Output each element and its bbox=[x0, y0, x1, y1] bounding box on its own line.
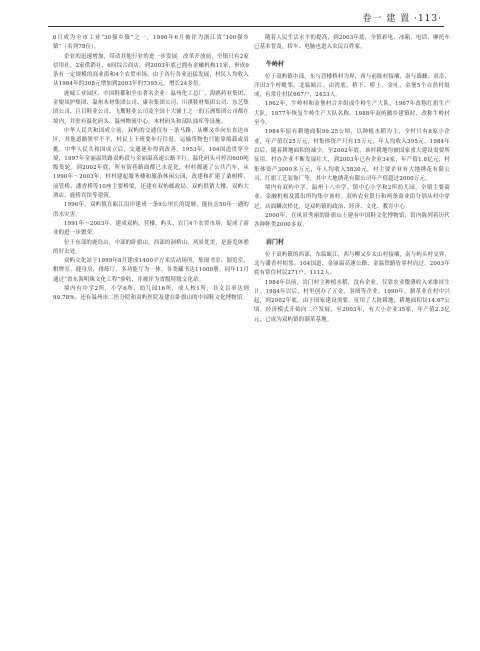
paragraph: 双屿文化站于1999年8月建成1400平方米活动场所，集图书室、阅览室、棋牌室、健身房、排练厅、多功能厅为一体，各类藏书达11000册。同年11月通过“省东海明珠文化工程”验收，并被评为省级特级文化站。 bbox=[53, 258, 249, 283]
paragraph: 位于双屿镇中部，东与营楼桥村为界，西与前陈村接壤，南与墙蜂、双岙、洋田3个村毗邻，北临瓯江。由湾底、桥下、桥上、金吐、金堡5个自然村组成，有常住村民667户，2433人。 bbox=[254, 73, 450, 99]
paragraph: 1984年原有耕地面积99.25公顷，以种植水稻为主，全村只有8家小企业，年产值仅25万元，村集体资产只有15万元，年人均收入395元。1984年以后，随着耕地面积的减少，至2002年底，该村耕地均被国家重大建设需要所征用。村办企业不断发展壮大，到2003年已有企业34家，年产值1.8亿元，村集体资产3000多万元，年人均收入5830元，村主要企业有大地绣花有限公司、红旗工艺装饰厂等，其中大地绣花有限公司年产值超过2000万元。 bbox=[254, 129, 450, 182]
paragraph: 中华人民共和国成立前，双屿的交通仅有一条马路，从柳又乡向东直达市区，其他道路狭窄不平，村民上下班要步行往返，运输货物也只能靠船载或肩挑。中华人民共和国成立后，交通逐步得到改善。1953年，104国道贯穿全境，1997年金丽温铁路双屿段与金丽温高速公路平行。温化码头可停泊600吨级货轮。到2002年底，所有街巷路面都已水泥化，村村都通了公共汽车，从1990年～2003年，村村建起服务楼和旅游休闲公园，改建和扩建了桑树桥、前管桥、潘香桥等10座主要桥梁，还建有双屿邮政局、双屿供销大楼、双屿大酒店、鹿桥宾馆等建筑。 bbox=[53, 127, 249, 200]
header-rule bbox=[48, 26, 444, 27]
paragraph: 境内有中学2所，小学6所，幼儿园16所，成人校1所，非文盲率达到99.78%。还有温州市二医分院和双屿医院及建在卧旗山的中国鞋文化博物馆。 bbox=[53, 286, 249, 302]
section-heading-niuling: 牛岭村 bbox=[266, 60, 285, 68]
paragraph: 1984年以前，岩门村主种植水稻，没有企业，仅靠农业微薄收入来维持生计。1984年以后，村里创办了五金、羽绒等企业。1990年，制革业在村中兴起，到2002年底，由于国家建设需要，征用了大批耕地，耕地面积仅14.67公顷。经济模式开始向二产发展，至2003年，有大小企业35家，年产值2.3亿元，已成为双屿镇的制革基地。 bbox=[254, 279, 450, 323]
paragraph: 企业的迅速增加，带动其他行业的进一步发展。改革开放前，全镇只有2家信用社，2家供销社，6间综合商店。到2003年底已拥有金融机构11家，形成9条有一定规模的商业街和4个农贸市场。由于各行各业迅猛发展，村民人均收入从1984年的308元增加到2003年的7395元，增长24多倍。 bbox=[53, 53, 249, 88]
paragraph: 位于东部的鹿岛山，中部的卧旗山，西部的洞桥山，风景优美，是游览休憩的好去处。 bbox=[53, 239, 249, 255]
paragraph: 随着人民生活水平的提高，到2003年底，全镇彩电、冰箱、电话、摩托车已基本普及，轿车、电脑也进入农民百姓家。 bbox=[254, 35, 450, 51]
paragraph: 境内有双屿中学、温州十八中学、镇中心小学和2所幼儿园，全镇主要商业、金融机构及派出所均集中该村。双屿农业银行和两条商业街分别从村中穿过，店面鳞次栉比，是双屿镇的政治、经济、文化、教育中心。 bbox=[254, 185, 450, 210]
paragraph: 2000年，在风景秀丽的卧旗山上建有中国鞋文化博物馆，馆内陈列着历代各种鞋类2000多双。 bbox=[254, 213, 450, 229]
paragraph: 鹿城工业园区、中国鞋都和全市著名企业：温州化工总厂、海鸥药业集团、金娘凤护集团、温州木材集团公司、康奈集团公司、川祺鞋材集团公司、东艺集团公司、巨目鞋业公司、飞鹰鞋业公司及全国十大铺王之一的五洲集团公司都在境内，并驻有温化码头、温州物流中心、木材码头和部队油库等设施。 bbox=[53, 90, 249, 125]
right-column bbox=[254, 34, 450, 325]
paragraph: 1962年，牛岭村和金堡村合并组成牛岭生产大队，1967年改称红旗生产大队，1977年恢复牛岭生产大队名称，1988年双屿撤乡建镇时，改称牛岭村至今。 bbox=[254, 101, 450, 127]
section-heading-yanmen: 岩门村 bbox=[266, 238, 285, 246]
paragraph: 6月成为全市工业“30强乡镇”之一，1996年6月被评为浙江省“100强乡镇”（名列78位）。 bbox=[53, 35, 249, 51]
paragraph: 1996年，双屿镇在瓯江沿岸建成一条9公里长的堤塘，能抗击50年一遇的洪水灾害。 bbox=[53, 202, 249, 218]
running-header: 卷一 建 置 ·113· bbox=[362, 14, 442, 24]
paragraph: 位于双屿镇的西部，东临瓯江，西与柳又乡太山村接壤，南与屿头村交界，北与潘香村相邻。104国道、金丽温高速公路、金温铁路皆穿村而过。2003年底有常住村民271户，1112人。 bbox=[254, 251, 450, 277]
paragraph: 1991年～2003年，建成双屿、营楼、屿头、岩门4个农贸市场，促成了商业的进一步繁荣。 bbox=[53, 220, 249, 237]
left-column bbox=[53, 34, 249, 304]
